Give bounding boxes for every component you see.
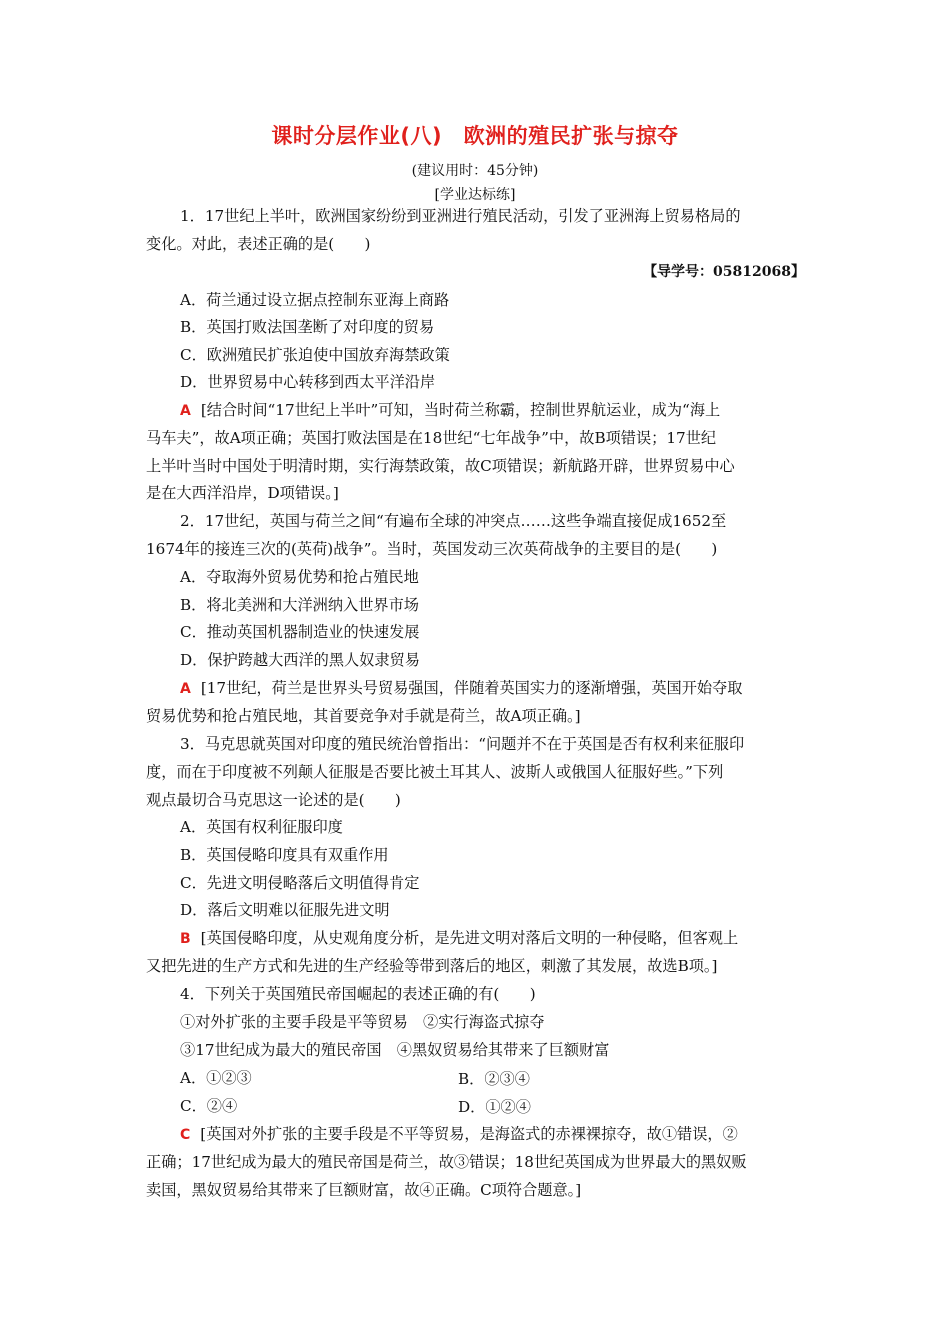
q2-answer: A: [180, 681, 191, 697]
q1-option-b: B．英国打败法国垄断了对印度的贸易: [180, 318, 435, 336]
q1-explanation-line-1: A [结合时间“17世纪上半叶”可知，当时荷兰称霸，控制世界航运业，成为“海上: [180, 401, 721, 419]
q3-explanation-line-1: B [英国侵略印度，从史观角度分析，是先进文明对落后文明的一种侵略，但客观上: [180, 929, 739, 947]
q1-option-d: D．世界贸易中心转移到西太平洋沿岸: [180, 373, 436, 391]
q1-option-a: A．荷兰通过设立据点控制东亚海上商路: [180, 291, 450, 309]
q3-stem-line-3: 观点最切合马克思这一论述的是( ): [146, 791, 401, 809]
q4-option-b: B．②③④: [458, 1070, 530, 1088]
q2-stem-line-2: 1674年的接连三次的(英荷)战争”。当时，英国发动三次英荷战争的主要目的是( ): [146, 540, 718, 558]
q1-code: 【导学号：05812068】: [643, 264, 805, 280]
q3-explanation-line-2: 又把先进的生产方式和先进的生产经验等带到落后的地区，刺激了其发展，故选B项。]: [146, 957, 718, 975]
q4-option-d: D．①②④: [458, 1098, 531, 1116]
q4-explanation-line-3: 卖国，黑奴贸易给其带来了巨额财富，故④正确。C项符合题意。]: [146, 1181, 582, 1199]
q2-option-d: D．保护跨越大西洋的黑人奴隶贸易: [180, 651, 420, 669]
q2-explanation-line-2: 贸易优势和抢占殖民地，其首要竞争对手就是荷兰，故A项正确。]: [146, 707, 581, 725]
q4-stem: 4．下列关于英国殖民帝国崛起的表述正确的有( ): [180, 985, 536, 1003]
q4-option-a: A．①②③: [180, 1069, 252, 1087]
q1-stem-line-1: 1．17世纪上半叶，欧洲国家纷纷到亚洲进行殖民活动，引发了亚洲海上贸易格局的: [180, 207, 741, 225]
q3-option-b: B．英国侵略印度具有双重作用: [180, 846, 389, 864]
q1-explanation-line-3: 上半叶当时中国处于明清时期，实行海禁政策，故C项错误；新航路开辟，世界贸易中心: [146, 457, 735, 475]
q3-stem-line-1: 3．马克思就英国对印度的殖民统治曾指出：“问题并不在于英国是否有权利来征服印: [180, 735, 745, 753]
q3-option-a: A．英国有权利征服印度: [180, 818, 343, 836]
q2-option-a: A．夺取海外贸易优势和抢占殖民地: [180, 568, 419, 586]
q2-option-c: C．推动英国机器制造业的快速发展: [180, 623, 420, 641]
q3-stem-line-2: 度，而在于印度被不列颠人征服是否要比被土耳其人、波斯人或俄国人征服好些。”下列: [146, 763, 724, 781]
q4-answer: C: [180, 1127, 191, 1143]
q3-answer: B: [180, 931, 191, 947]
q1-explanation-line-4: 是在大西洋沿岸，D项错误。]: [146, 484, 339, 502]
page-title: 课时分层作业(八) 欧洲的殖民扩张与掠夺: [271, 124, 679, 148]
q3-option-d: D．落后文明难以征服先进文明: [180, 901, 390, 919]
suggested-time: (建议用时：45分钟): [411, 163, 539, 179]
q1-stem-line-2: 变化。对此，表述正确的是( ): [146, 235, 371, 253]
q1-option-c: C．欧洲殖民扩张迫使中国放弃海禁政策: [180, 346, 450, 364]
q4-items-1-2: ①对外扩张的主要手段是平等贸易 ②实行海盗式掠夺: [180, 1013, 545, 1031]
q4-explanation-line-2: 正确；17世纪成为最大的殖民帝国是荷兰，故③错误；18世纪英国成为世界最大的黑奴贩: [146, 1153, 747, 1171]
q4-items-3-4: ③17世纪成为最大的殖民帝国 ④黑奴贸易给其带来了巨额财富: [180, 1041, 610, 1059]
q2-explanation-line-1: A [17世纪，荷兰是世界头号贸易强国，伴随着英国实力的逐渐增强，英国开始夺取: [180, 679, 743, 697]
q1-answer: A: [180, 403, 191, 419]
q4-option-c: C．②④: [180, 1097, 238, 1115]
q2-stem-line-1: 2．17世纪，英国与荷兰之间“有遍布全球的冲突点……这些争端直接促成1652至: [180, 512, 727, 530]
q3-option-c: C．先进文明侵略落后文明值得肯定: [180, 874, 420, 892]
section-heading: [学业达标练]: [434, 187, 516, 203]
q4-explanation-line-1: C [英国对外扩张的主要手段是不平等贸易，是海盗式的赤裸裸掠夺，故①错误，②: [180, 1125, 738, 1143]
q1-explanation-line-2: 马车夫”，故A项正确；英国打败法国是在18世纪“七年战争”中，故B项错误；17世纪: [146, 429, 717, 447]
q2-option-b: B．将北美洲和大洋洲纳入世界市场: [180, 596, 419, 614]
